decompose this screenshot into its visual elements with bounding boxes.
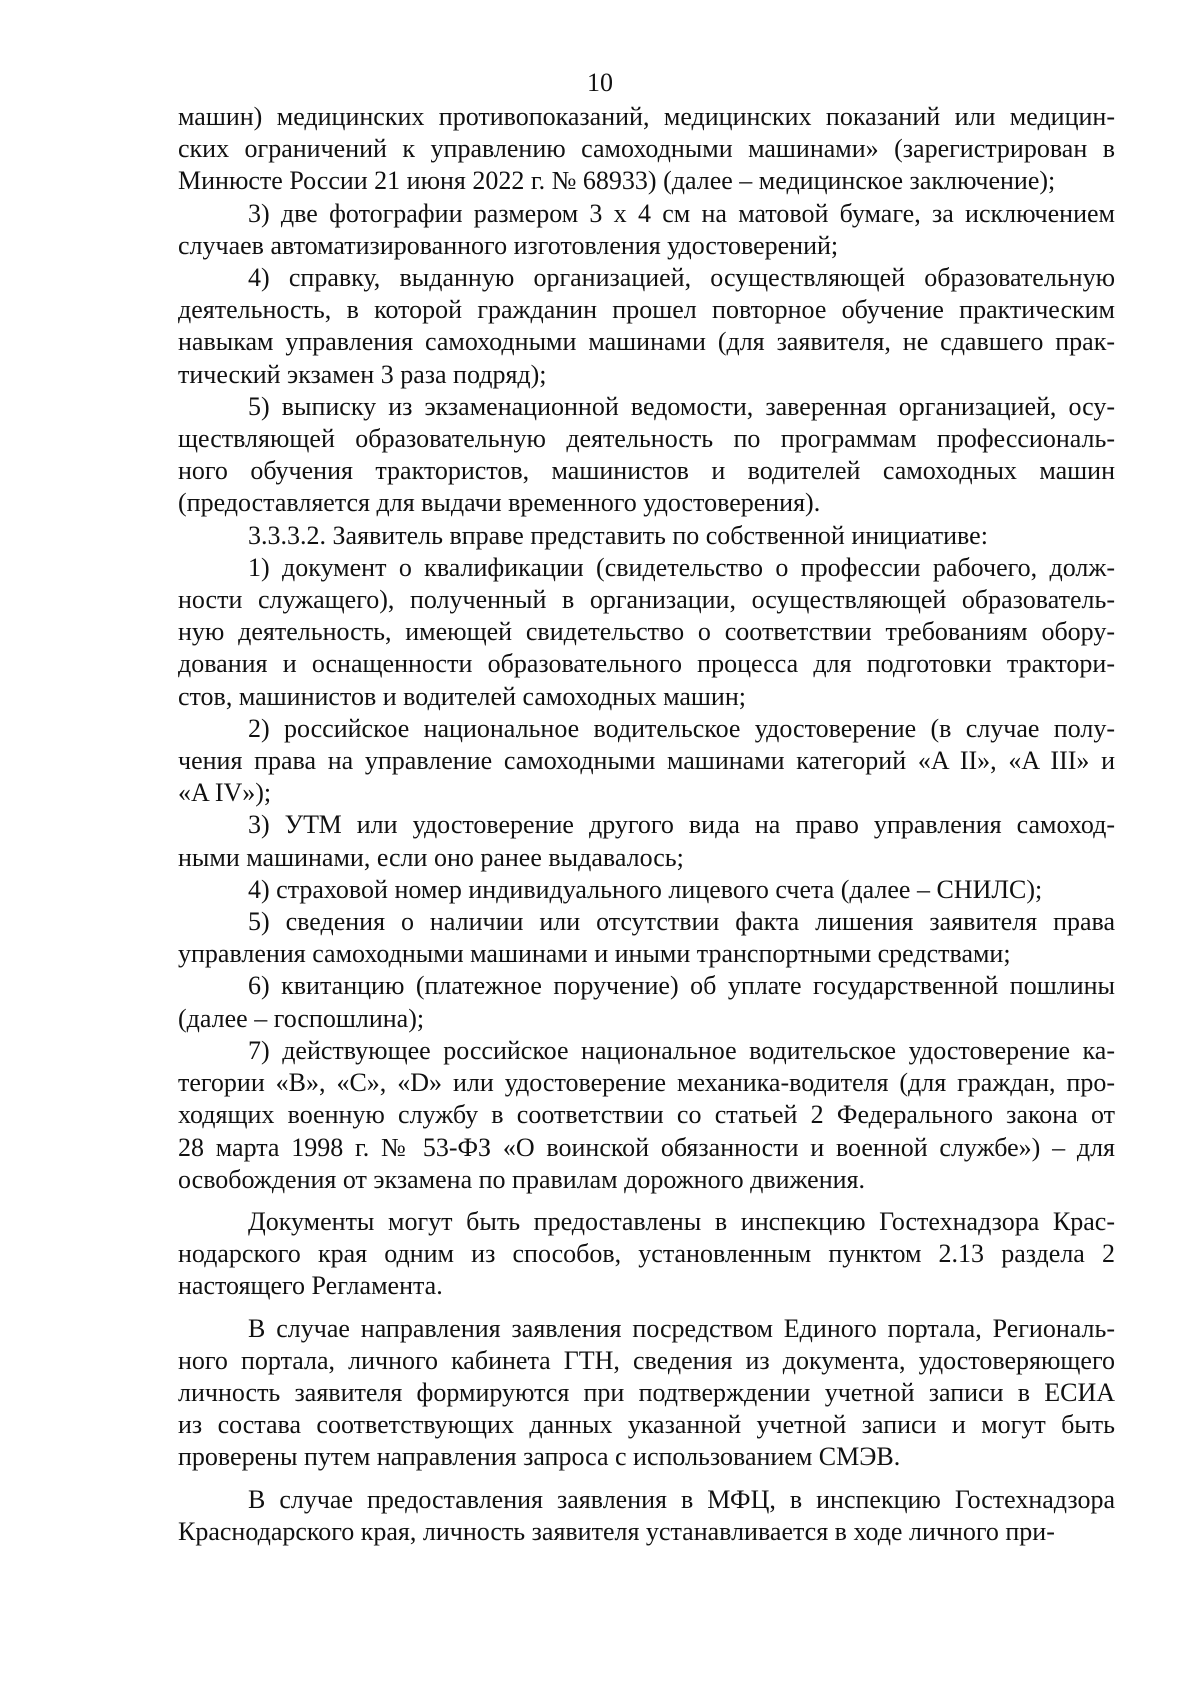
text-line: Минюсте России 21 июня 2022 г. № 68933) (далее – медицинское заключение); bbox=[178, 166, 1056, 196]
text-line: 7) действующее российское национальное водительское удостоверение ка- bbox=[248, 1035, 1115, 1065]
text-line: ную деятельность, имеющей свидетельство о соответствии требованиям обору- bbox=[178, 617, 1115, 647]
paragraph bbox=[178, 198, 1115, 262]
text-line: 3) две фотографии размером 3 х 4 см на матовой бумаге, за исключением bbox=[248, 198, 1115, 228]
text-line: освобождения от экзамена по правилам дорожного движения. bbox=[178, 1164, 865, 1194]
text-line: 6) квитанцию (платежное поручение) об уплате государственной пошлины bbox=[248, 971, 1115, 1001]
text-line: «A IV»); bbox=[178, 778, 272, 808]
paragraph bbox=[178, 1206, 1115, 1303]
paragraph bbox=[178, 262, 1115, 391]
paragraph bbox=[178, 1313, 1115, 1474]
text-line: Краснодарского края, личность заявителя устанавливается в ходе личного при- bbox=[178, 1516, 1055, 1546]
paragraph bbox=[178, 970, 1115, 1034]
paragraph bbox=[178, 713, 1115, 810]
document-body bbox=[178, 101, 1115, 1548]
text-line: 5) выписку из экзаменационной ведомости, заверенная организацией, осу- bbox=[248, 391, 1115, 421]
paragraph bbox=[178, 1484, 1115, 1548]
text-line: ного обучения трактористов, машинистов и водителей самоходных машин bbox=[178, 456, 1115, 486]
text-line: настоящего Регламента. bbox=[178, 1271, 443, 1301]
text-line: личность заявителя формируются при подтверждении учетной записи в ЕСИА bbox=[178, 1377, 1115, 1407]
text-line: ских ограничений к управлению самоходными машинами» (зарегистрирован в bbox=[178, 134, 1115, 164]
text-line: 3) УТМ или удостоверение другого вида на право управления самоход- bbox=[248, 810, 1115, 840]
text-line: чения права на управление самоходными машинами категорий «A II», «A III» и bbox=[178, 746, 1115, 776]
paragraph bbox=[178, 1035, 1115, 1196]
text-line: управления самоходными машинами и иными транспортными средствами; bbox=[178, 939, 1011, 969]
text-line: ными машинами, если оно ранее выдавалось; bbox=[178, 842, 684, 872]
text-line: случаев автоматизированного изготовления удостоверений; bbox=[178, 230, 839, 260]
text-line: (далее – госпошлина); bbox=[178, 1003, 425, 1033]
text-line: В случае направления заявления посредством Единого портала, Региональ- bbox=[248, 1313, 1115, 1343]
text-line: ности служащего), полученный в организации, осуществляющей образователь- bbox=[178, 585, 1115, 615]
text-line: навыкам управления самоходными машинами (для заявителя, не сдавшего прак- bbox=[178, 327, 1115, 357]
text-line: 3.3.3.2. Заявитель вправе представить по собственной инициативе: bbox=[248, 520, 988, 550]
text-line: из состава соответствующих данных указанной учетной записи и могут быть bbox=[178, 1410, 1115, 1440]
paragraph bbox=[178, 906, 1115, 970]
text-line: Документы могут быть предоставлены в инспекцию Гостехнадзора Крас- bbox=[248, 1206, 1115, 1236]
text-line: 4) справку, выданную организацией, осуществляющей образовательную bbox=[248, 263, 1115, 293]
text-line: стов, машинистов и водителей самоходных машин; bbox=[178, 681, 746, 711]
text-line: В случае предоставления заявления в МФЦ, в инспекцию Гостехнадзора bbox=[248, 1484, 1115, 1514]
paragraph bbox=[178, 391, 1115, 520]
text-line: дования и оснащенности образовательного процесса для подготовки трактори- bbox=[178, 649, 1115, 679]
paragraph bbox=[178, 552, 1115, 713]
text-line: 28 марта 1998 г. № 53-ФЗ «О воинской обязанности и военной службе») – для bbox=[178, 1132, 1115, 1162]
text-line: 4) страховой номер индивидуального лицевого счета (далее – СНИЛС); bbox=[248, 874, 1043, 904]
paragraph bbox=[178, 520, 1115, 552]
text-line: тегории «B», «C», «D» или удостоверение механика-водителя (для граждан, про- bbox=[178, 1068, 1115, 1098]
text-line: 1) документ о квалификации (свидетельство о профессии рабочего, долж- bbox=[248, 552, 1115, 582]
text-line: ществляющей образовательную деятельность по программам профессиональ- bbox=[178, 424, 1115, 454]
page-number: 10 bbox=[587, 68, 613, 97]
text-line: нодарского края одним из способов, установленным пунктом 2.13 раздела 2 bbox=[178, 1239, 1115, 1269]
paragraph bbox=[178, 809, 1115, 873]
paragraph bbox=[178, 874, 1115, 906]
text-line: машин) медицинских противопоказаний, медицинских показаний или медицин- bbox=[178, 102, 1115, 131]
text-line: ного портала, личного кабинета ГТН, сведения из документа, удостоверяющего bbox=[178, 1345, 1115, 1375]
paragraph bbox=[178, 101, 1115, 198]
text-line: деятельность, в которой гражданин прошел повторное обучение практическим bbox=[178, 295, 1115, 325]
text-line: 2) российское национальное водительское удостоверение (в случае полу- bbox=[248, 713, 1115, 743]
text-line: ходящих военную службу в соответствии со статьей 2 Федерального закона от bbox=[178, 1100, 1115, 1130]
text-line: тический экзамен 3 раза подряд); bbox=[178, 359, 547, 389]
text-line: 5) сведения о наличии или отсутствии факта лишения заявителя права bbox=[248, 907, 1115, 937]
text-line: проверены путем направления запроса с использованием СМЭВ. bbox=[178, 1442, 901, 1472]
text-line: (предоставляется для выдачи временного удостоверения). bbox=[178, 488, 821, 518]
